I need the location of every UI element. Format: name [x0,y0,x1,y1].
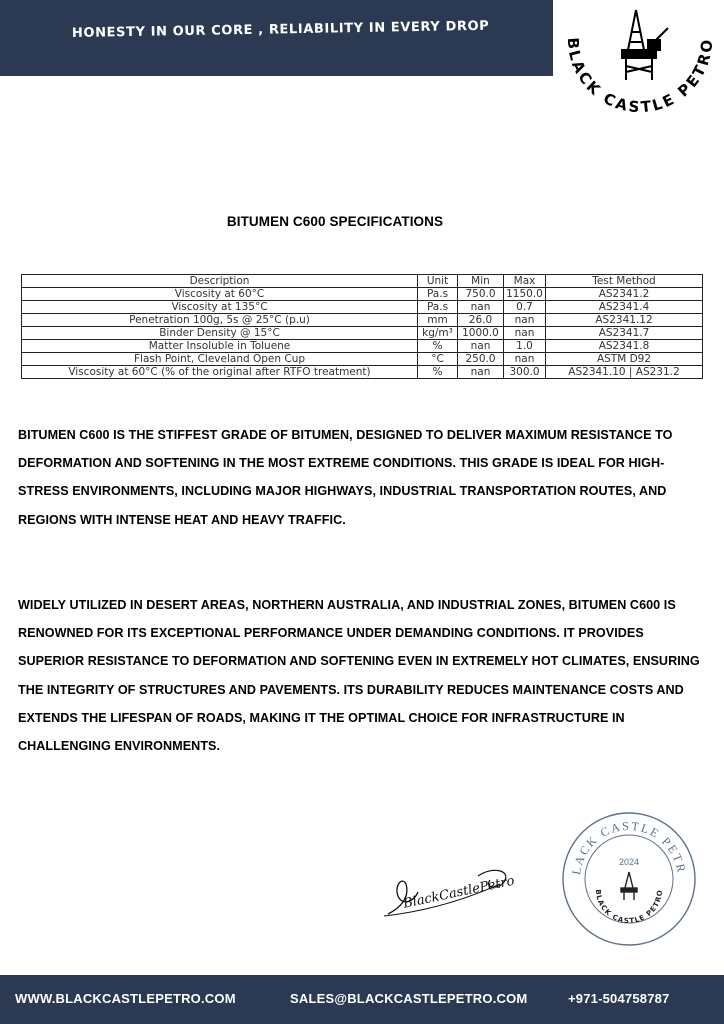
cell-max: 300.0 [504,366,546,379]
cell-max: 1150.0 [504,288,546,301]
cell-test-method: AS2341.2 [546,288,703,301]
cell-max: nan [504,314,546,327]
cell-unit: °C [418,353,458,366]
table-row [22,340,703,353]
oil-rig-icon [622,10,668,80]
signature [380,862,520,922]
cell-min: 26.0 [458,314,504,327]
cell-unit: % [418,340,458,353]
table-row [22,314,703,327]
page-title: BITUMEN C600 SPECIFICATIONS [226,214,444,229]
seal-year: 2024 [618,857,640,867]
col-header-min: Min [458,275,504,288]
logo-text: BLACK CASTLE PETRO [563,36,717,117]
col-header-max: Max [504,275,546,288]
cell-description: Penetration 100g, 5s @ 25°C (p.u) [22,314,418,327]
cell-unit: kg/m³ [418,327,458,340]
svg-text:BLACK CASTLE PETRO [594,889,664,925]
cell-test-method: AS2341.12 [546,314,703,327]
cell-unit: Pa.s [418,301,458,314]
description-paragraph-1: BITUMEN C600 IS THE STIFFEST GRADE OF BITUMEN, DESIGNED TO DELIVER MAXIMUM RESISTANCE TO DEFORMATION AND SOFTENING IN THE MOST EXTREME CONDITIONS. THIS GRADE IS IDEAL FOR HIGH-STRESS ENVIRONMENTS, INCLUDING MAJOR HIGHWAYS, INDUSTRIAL TRANSPORTATION ROUTES, AND REGIONS WITH INTENSE HEAT AND HEAVY TRAFFIC. [18,428,673,527]
company-seal [560,810,698,948]
table-row [22,288,703,301]
spec-table [21,274,703,379]
table-row [22,353,703,366]
tagline: HONESTY IN OUR CORE , RELIABILITY IN EVERY DROP [71,18,490,41]
description-paragraph-2: WIDELY UTILIZED IN DESERT AREAS, NORTHERN AUSTRALIA, AND INDUSTRIAL ZONES, BITUMEN C600 IS RENOWNED FOR ITS EXCEPTIONAL PERFORMANCE UNDER DEMANDING CONDITIONS. IT PROVIDES SUPERIOR RESISTANCE TO DEFORMATION AND SOFTENING EVEN IN EXTREMELY HOT CLIMATES, ENSURING THE INTEGRITY OF STRUCTURES AND PAVEMENTS. ITS DURABILITY REDUCES MAINTENANCE COSTS AND EXTENDS THE LIFESPAN OF ROADS, MAKING IT THE OPTIMAL CHOICE FOR INFRASTRUCTURE IN CHALLENGING ENVIRONMENTS. [18,598,700,754]
col-header-description: Description [22,275,418,288]
cell-test-method: AS2341.4 [546,301,703,314]
cell-description: Matter Insoluble in Toluene [22,340,418,353]
table-row [22,366,703,379]
cell-min: 750.0 [458,288,504,301]
cell-max: nan [504,353,546,366]
cell-unit: mm [418,314,458,327]
cell-test-method: AS2341.10 | AS231.2 [546,366,703,379]
cell-description: Flash Point, Cleveland Open Cup [22,353,418,366]
seal-inner-text: BLACK CASTLE PETRO [593,888,665,926]
col-header-unit: Unit [418,275,458,288]
cell-test-method: ASTM D92 [546,353,703,366]
footer-bar [0,975,724,1024]
oil-rig-icon [621,872,637,900]
cell-unit: Pa.s [418,288,458,301]
cell-min: nan [458,366,504,379]
footer-email-link[interactable]: SALES@BLACKCASTLEPETRO.COM [290,991,528,1006]
footer-website-link[interactable]: WWW.BLACKCASTLEPETRO.COM [15,991,236,1006]
cell-test-method: AS2341.8 [546,340,703,353]
cell-min: 250.0 [458,353,504,366]
cell-max: nan [504,327,546,340]
cell-min: nan [458,301,504,314]
cell-min: nan [458,340,504,353]
cell-unit: % [418,366,458,379]
table-header-row [22,275,703,288]
signature-text: BlackCastlePetro [402,873,516,912]
company-logo [556,2,724,122]
cell-description: Viscosity at 60°C [22,288,418,301]
header-banner [0,0,553,76]
table-row [22,327,703,340]
cell-description: Binder Density @ 15°C [22,327,418,340]
cell-test-method: AS2341.7 [546,327,703,340]
cell-max: 1.0 [504,340,546,353]
cell-description: Viscosity at 135°C [22,301,418,314]
seal-outer-text: LACK CASTLE PETR [569,818,689,876]
cell-max: 0.7 [504,301,546,314]
table-row [22,301,703,314]
cell-min: 1000.0 [458,327,504,340]
col-header-test-method: Test Method [546,275,703,288]
footer-phone[interactable]: +971-504758787 [568,991,670,1006]
cell-description: Viscosity at 60°C (% of the original after RTFO treatment) [22,366,418,379]
svg-text:BLACK CASTLE PETRO [564,37,717,117]
